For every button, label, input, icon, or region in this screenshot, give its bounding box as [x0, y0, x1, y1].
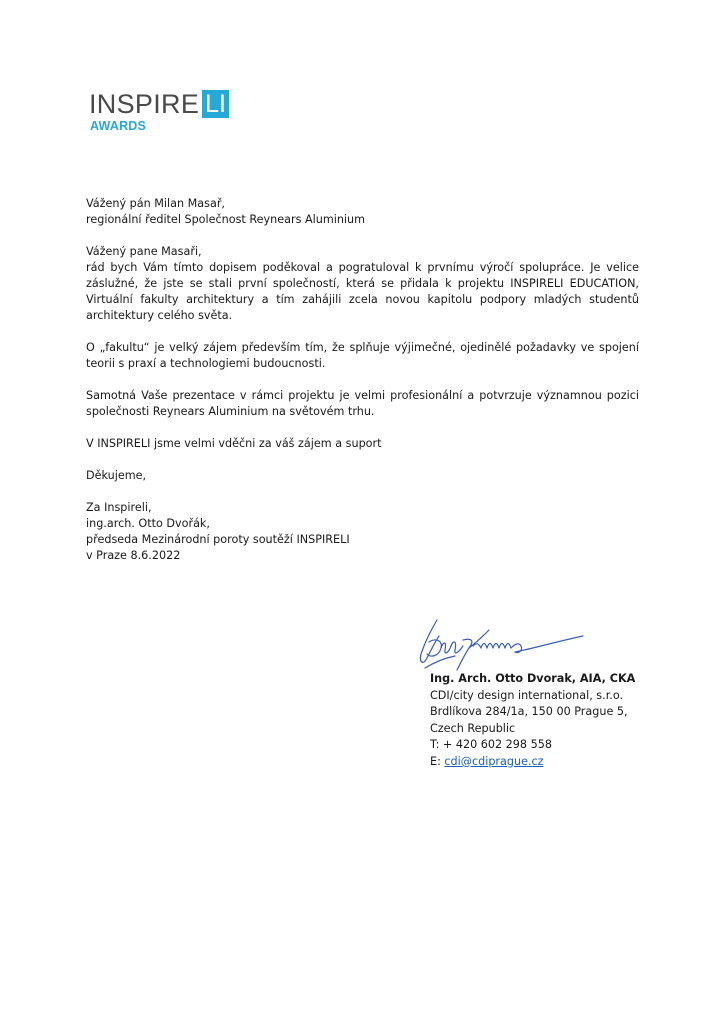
closing-line-1: Za Inspireli, — [86, 501, 152, 514]
signer-email-row — [430, 754, 635, 771]
signer-phone: T: + 420 602 298 558 — [430, 738, 552, 751]
paragraph-3: Samotná Vaše prezentace v rámci projektu je velmi profesionální a potvrzuje významnou pozici společnosti Reynears Aluminium na světovém trhu. — [86, 389, 639, 418]
signer-company: CDI/city design international, s.r.o. — [430, 688, 624, 702]
handwritten-signature-icon — [415, 612, 595, 674]
letter-body — [86, 196, 639, 580]
closing-block — [86, 500, 639, 564]
signer-address-line-2: Czech Republic — [430, 721, 516, 735]
paragraph-4: V INSPIRELI jsme velmi vděčni za váš zájem a suport — [86, 437, 382, 450]
recipient-title: regionální ředitel Společnost Reynears Aluminium — [86, 213, 366, 226]
logo-brand-text: INSPIRE — [89, 89, 200, 119]
recipient-name: Vážený pán Milan Masař, — [86, 197, 225, 210]
paragraph-2: O „fakultu“ je velký zájem především tím, že splňuje výjimečné, ojedinělé požadavky ve spojení teorii s praxí a technologiemi budoucnosti. — [86, 341, 639, 370]
email-label: E: — [430, 754, 445, 768]
inspireli-awards-logo — [89, 90, 229, 136]
salutation: Vážený pane Masaři, — [86, 245, 202, 258]
logo-subtitle: AWARDS — [90, 119, 147, 133]
signer-address-line-1: Brdlíkova 284/1a, 150 00 Prague 5, — [430, 705, 628, 718]
closing-signer: ing.arch. Otto Dvořák, — [86, 517, 210, 530]
closing-place-date: v Praze 8.6.2022 — [86, 549, 181, 562]
recipient-block — [86, 196, 639, 228]
logo-brand-highlight: LI — [202, 90, 229, 118]
signature-contact-block — [430, 671, 635, 770]
email-link[interactable]: cdi@cdiprague.cz — [444, 754, 544, 768]
thanks-line: Děkujeme, — [86, 469, 147, 482]
signer-name: Ing. Arch. Otto Dvorak, AIA, CKA — [430, 672, 636, 685]
paragraph-1: rád bych Vám tímto dopisem poděkoval a pogratuloval k prvnímu výročí spolupráce. Je velice záslužné, že jste se stali první společností, která se přidala k projektu INSPIRELI EDUCATION, Virtuální fakulty architektury a tím zahájili zcela novou kapitolu podpory mladých studentů architektury celého světa. — [86, 261, 639, 322]
closing-signer-title: předseda Mezinárodní poroty soutěží INSPIRELI — [86, 533, 350, 546]
greeting-paragraph — [86, 244, 639, 324]
logo-wordmark — [89, 90, 229, 118]
